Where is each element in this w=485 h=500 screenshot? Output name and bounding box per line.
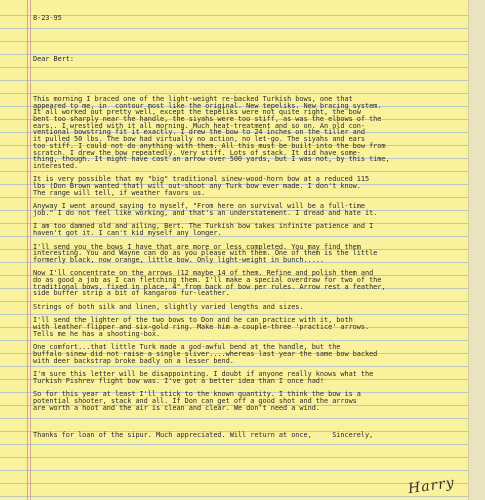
text-line: thing, though. It might have cast an arrow over 500 yards, but I was not, by this time, bbox=[33, 155, 390, 164]
text-line: do as good a job as I can fletching them. I'll make a special overdraw for two of the bbox=[33, 276, 382, 285]
text-line: ears.. I wrestled with it all morning. Much heat-treatment and so on. An old con- bbox=[33, 121, 365, 130]
text-line: formerly black, now orange, little bow. Only light-weight in bunch..... bbox=[33, 255, 324, 264]
text-line: lbs (Don Brown wanted that) will out-shoot any Turk bow ever made. I don't know. bbox=[33, 182, 361, 191]
text-line: Turkish Pishrev flight bow was. I've got a better idea than I once had! bbox=[33, 376, 324, 385]
text-line: potential shooter, stack and all. If Don can get off a good shot and the arrows bbox=[33, 397, 357, 406]
paragraph bbox=[33, 244, 463, 271]
text-line: side buffer strip a bit of kangaroo fur-leather. bbox=[33, 289, 230, 298]
text-line: Strings of both silk and linen, slightly varied lengths and sizes. bbox=[33, 302, 304, 311]
letter-paragraphs bbox=[33, 96, 463, 418]
margin-line bbox=[27, 0, 28, 500]
text-line: This morning I braced one of the light-weight re-backed Turkish bows, one that bbox=[33, 95, 353, 103]
text-line: are worth a hoot and the air is clean and clear. We don't need a wind. bbox=[33, 403, 320, 412]
signature: Harry bbox=[407, 474, 456, 498]
letter-date: 8-23-95 bbox=[33, 14, 62, 23]
salutation: Dear Bert: bbox=[33, 54, 74, 63]
paragraph bbox=[33, 223, 463, 243]
text-line: with leather flipper and six-gold ring. Make him a couple-three 'practice' arrows. bbox=[33, 323, 370, 332]
page-edge bbox=[468, 0, 485, 500]
text-line: One comfort...that little Turk made a god-awful bend at the handle, but the bbox=[33, 343, 341, 352]
text-line: appeared to me, in contour most like the original. New tepeliks. New bracing system. bbox=[33, 101, 382, 110]
text-line: traditional bows, fixed in place, 4" from back of bow per rules. Arrow rest a feather, bbox=[33, 282, 386, 291]
closing-line: Thanks for loan of the sipur. Much appreciated. Will return at once, Sincerely, bbox=[33, 430, 374, 439]
paragraph bbox=[33, 96, 463, 176]
text-line: ventional bowstring fit it exactly. I drew the bow to 24 inches on the tiller and bbox=[33, 128, 365, 137]
text-line: interested. bbox=[33, 161, 79, 170]
text-line: interesting. You and Wayne can do as you please with them. One of them is the little bbox=[33, 249, 378, 258]
margin-line bbox=[30, 0, 31, 500]
paragraph bbox=[33, 371, 463, 391]
text-line: I'll send you the bows I have that are more or less completed. You may find them bbox=[33, 242, 361, 251]
text-line: scratch. I drew the bow repeatedly. Very stiff. Lots of stack. It did have some- bbox=[33, 148, 361, 157]
text-line: with deer backstrap broke badly on a lesser bend. bbox=[33, 356, 234, 365]
text-line: It all worked out pretty well, except the tepeliks were not quite right, the bow bbox=[33, 108, 361, 117]
paragraph bbox=[33, 391, 463, 418]
text-line: job." I do not feel like working, and that's an understatement. I dread and hate it. bbox=[33, 208, 378, 217]
text-line: I'm sure this letter will be disappointing. I doubt if anyone really knows what the bbox=[33, 370, 374, 379]
letter-body bbox=[33, 2, 463, 445]
text-line: Now I'll concentrate on the arrows (12 maybe 14 of them. Refine and polish them and bbox=[33, 269, 374, 278]
text-line: haven't got it. I can't kid myself any longer. bbox=[33, 229, 222, 238]
text-line: bent too sharply near the handle, the siyahs were too stiff, as was the elbows of the bbox=[33, 115, 382, 124]
text-line: I am too damned old and ailing, Bert. The Turkish bow takes infinite patience and I bbox=[33, 222, 374, 231]
paragraph bbox=[33, 203, 463, 223]
text-line: too stiff. I could not do anything with them. All this must be built into the bow from bbox=[33, 141, 386, 150]
text-line: So for this year at least I'll stick to the known quantity. I think the bow is a bbox=[33, 390, 361, 399]
text-line: Tells me he has a shooting-box. bbox=[33, 329, 161, 338]
text-line: The range will tell, if weather favors us. bbox=[33, 188, 206, 197]
paragraph bbox=[33, 176, 463, 203]
text-line: It is very possible that my "big" traditional sinew-wood-horn bow at a reduced 115 bbox=[33, 175, 370, 184]
text-line: buffalo sinew did not raise a single sliver....whereas last year the same bow backed bbox=[33, 350, 378, 358]
paragraph bbox=[33, 344, 463, 371]
text-line: Anyway I went around saying to myself, "From here on survival will be a full-time bbox=[33, 202, 365, 211]
text-line: it pulled 50 lbs. The bow had virtually no action, no let-go. The siyahs and ears bbox=[33, 135, 365, 144]
text-line: I'll send the lighter of the two bows to Don and he can practice with it, both bbox=[33, 316, 353, 325]
paragraph bbox=[33, 304, 463, 317]
paragraph bbox=[33, 317, 463, 344]
paragraph bbox=[33, 270, 463, 304]
